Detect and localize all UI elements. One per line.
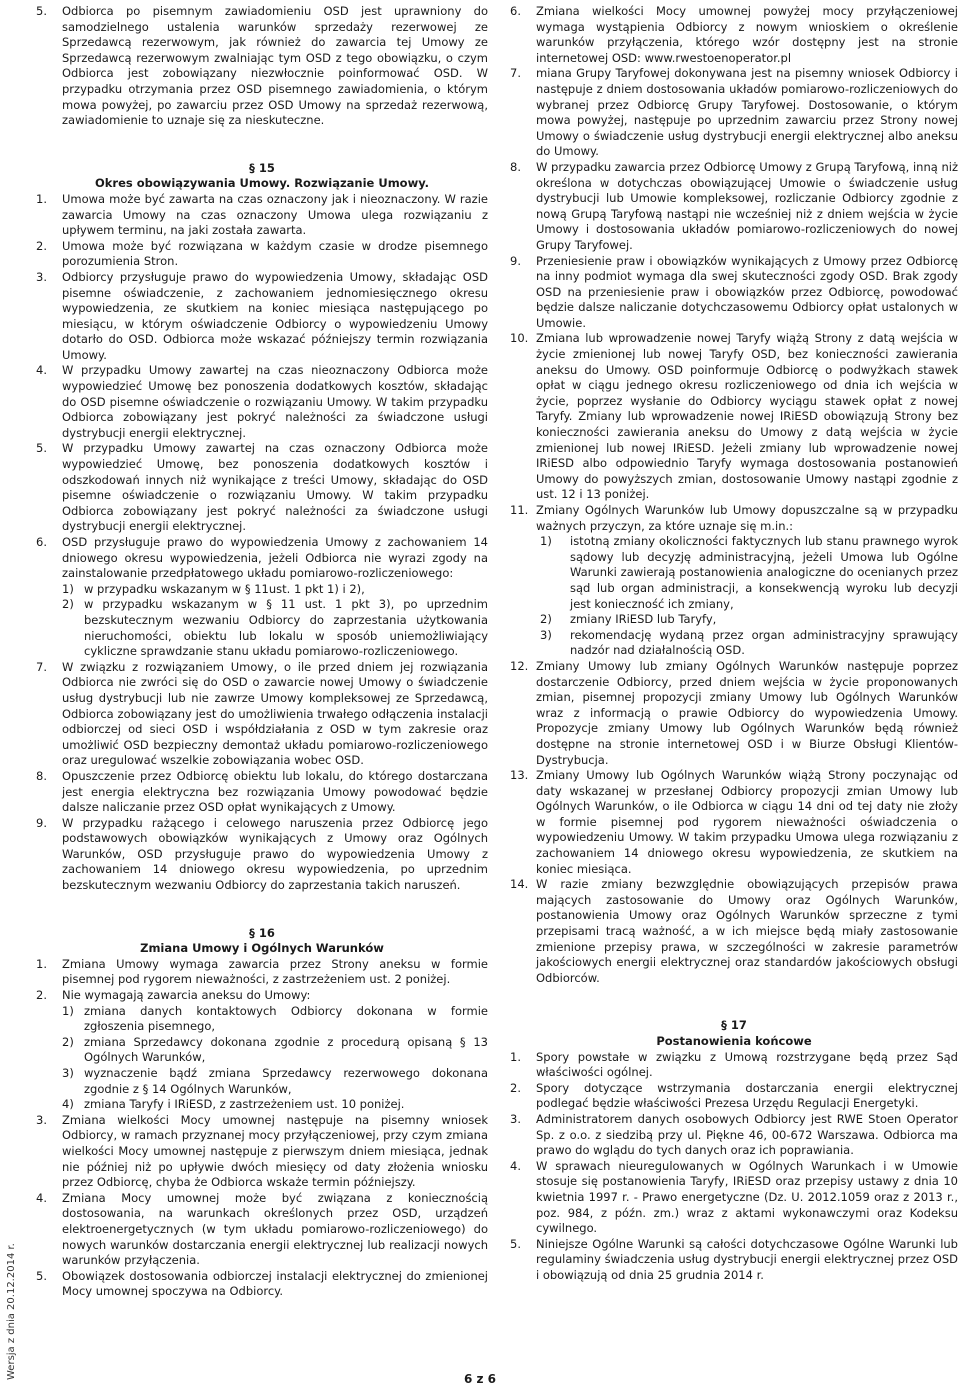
sub-item-number: 2) [62, 597, 74, 612]
item-number: 2. [36, 238, 47, 253]
list-item [510, 503, 958, 534]
section-17-heading [510, 1018, 958, 1049]
item-text: miana Grupy Taryfowej dokonywana jest na pisemny wniosek Odbiorcy i następuje z dniem dostosowania układów pomiarowo-rozliczeniowych do wybranej przez Odbiorcę Grupy Taryfowej. Dostosowanie, o którym mowa powyżej, następuje po uprzednim zawarciu przez Strony nowej Umowy o świadczenie usług dystrybucji energii elektrycznej albo aneksu do Umowy. [536, 66, 958, 159]
item-text: Zmiany Ogólnych Warunków lub Umowy dopuszczalne są w przypadku ważnych przyczyn, za które uznaje się m.in.: [536, 503, 958, 533]
right-column [510, 4, 958, 1284]
list-item [510, 66, 958, 160]
list-item [36, 988, 488, 1004]
list-item [36, 441, 488, 535]
item-number: 5. [510, 1236, 521, 1251]
sub-item-text: zmiana Taryfy i IRiESD, z zastrzeżeniem ust. 10 poniżej. [84, 1097, 405, 1112]
list-item [36, 660, 488, 769]
section-title: Postanowienia końcowe [656, 1034, 812, 1048]
page-number: 6 z 6 [463, 1372, 497, 1386]
item-number: 9. [510, 253, 521, 268]
item-text: W przypadku rażącego i celowego naruszenia przez Odbiorcę jego podstawowych obowiązków wynikających z Umowy oraz Ogólnych Warunków, OSD przysługuje prawo do wypowiedzenia Umowy z zachowaniem 14 dniowego okresu wypowiedzenia, po uprzednim bezskutecznym wezwaniu Odbiorcy do zaprzestania takich naruszeń. [62, 815, 488, 893]
sub-item-text: zmiana danych kontaktowych Odbiorcy dokonana w formie zgłoszenia pisemnego, [84, 1003, 488, 1034]
list-item [36, 1113, 488, 1191]
item-text: Spory powstałe w związku z Umową rozstrzygane będą przez Sąd właściwości ogólnej. [536, 1049, 958, 1080]
item-number: 3. [36, 1112, 47, 1127]
sub-item-number: 1) [62, 581, 74, 596]
sub-item-text: w przypadku wskazanym w § 11ust. 1 pkt 1) i 2), [84, 581, 365, 596]
item-number: 1. [510, 1049, 521, 1064]
item-text: W sprawach nieuregulowanych w Ogólnych Warunkach i w Umowie stosuje się postanowienia Taryfy, IRiESD oraz przepisy ustawy z dnia 10 kwietnia 1997 r. - Prawo energetyczne (Dz. U. 2012.1059 oraz z 2013 r., poz. 984, z późn. zm.) wraz z aktami wykonawczymi oraz Kodeksu cywilnego. [536, 1158, 958, 1236]
section-title: Okres obowiązywania Umowy. Rozwiązanie Umowy. [94, 176, 430, 191]
list-item [510, 4, 958, 66]
item-text: Zmiana Mocy umownej może być związana z koniecznością dostosowania, na warunkach określonych przez OSD, urządzeń elektroenergetycznych (w tym układu pomiarowo-rozliczeniowego) do nowych warunków dostarczania energii elektrycznej lub realizacji nowych warunków przyłączenia. [62, 1190, 488, 1268]
paragraph-5 [36, 4, 488, 129]
item-number: 1. [36, 956, 47, 971]
item-number: 9. [36, 815, 47, 830]
item-text: Przeniesienie praw i obowiązków wynikających z Umowy przez Odbiorcę na inny podmiot wymaga dla swej skuteczności zgody OSD. Brak zgody OSD na przeniesienie praw i obowiązków przez Odbiorcę, powodować będzie dalsze naliczanie dotychczasowemu Odbiorcy opłat ustalonych w Umowie. [536, 253, 958, 330]
item-number: 7. [510, 66, 521, 81]
section-number: § 16 [249, 925, 275, 940]
item-text: Zmiana Umowy wymaga zawarcia przez Strony aneksu w formie pisemnej pod rygorem nieważności, z zastrzeżeniem ust. 2 poniżej. [62, 956, 488, 987]
sub-item-number: 4) [62, 1097, 74, 1112]
item-text: Umowa może być rozwiązana w każdym czasie w drodze pisemnego porozumienia Stron. [62, 238, 488, 269]
sub-item [36, 1066, 488, 1097]
item-number: 5. [36, 4, 47, 18]
item-number: 3. [36, 269, 47, 284]
section-15-items [36, 192, 488, 894]
item-text: W razie zmiany bezwzględnie obowiązujących przepisów prawa mających zastosowanie do Umowy oraz Ogólnych Warunków, postanowienia Umowy oraz Ogólnych Warunków sprzeczne z tymi przepisami tracą ważność, a w ich miejsce będą miały zastosowanie zmienione przepisy prawa, w szczególności w zakresie parametrów jakościowych energii elektrycznej oraz standardów jakościowych obsługi Odbiorców. [536, 877, 958, 985]
list-item [510, 331, 958, 503]
sub-item [36, 1097, 488, 1113]
sub-item-number: 1) [62, 1003, 74, 1018]
item-text: Umowa może być zawarta na czas oznaczony jak i nieoznaczony. W razie zawarcia Umowy na czas oznaczony Umowa ulega rozwiązaniu z upływem terminu, na jaki została zawarta. [62, 191, 488, 238]
section-16-heading [36, 926, 488, 957]
item-number: 1. [36, 191, 47, 206]
sub-item-text: rekomendację wydaną przez organ administracyjny sprawujący nadzór nad działalnością OSD. [570, 627, 958, 658]
sub-item-text: zmiany IRiESD lub Taryfy, [570, 612, 717, 627]
item-number: 13. [510, 768, 529, 783]
item-text: W związku z rozwiązaniem Umowy, o ile przed dniem jej rozwiązania Odbiorca nie zwróci się do OSD o zawarcie nowej Umowy o świadczenie usług dystrybucji lub nie zawrze Umowy kompleksowej ze Sprzedawcą, Odbiorca zobowiązany jest do umożliwienia trwałego odłączenia instalacji odbiorczej od sieci OSD i współdziałania z OSD w tym zakresie oraz umożliwić OSD bezpieczny demontaż układu pomiarowo-rozliczeniowego oraz uregulować wszelkie zobowiązania wobec OSD. [62, 659, 488, 768]
item-number: 4. [36, 363, 47, 378]
list-item [510, 160, 958, 254]
item-number: 2. [510, 1080, 521, 1095]
sub-item [36, 582, 488, 598]
sub-item [510, 534, 958, 612]
item-number: 6. [36, 535, 47, 549]
item-text: Odbiorca po pisemnym zawiadomieniu OSD jest uprawniony do samodzielnego ustalenia warunków sprzedaży rezerwowej ze Sprzedawcą rezerwowym, jak również do zawarcia tej Umowy ze Sprzedawcą rezerwowym zwalniając tym OSD z tego obowiązku, o czym Odbiorca jest zobowiązany niezwłocznie poinformować OSD. W przypadku otrzymania przez OSD pisemnego zawiadomienia, o którym mowa powyżej, po zawarciu przez OSD Umowy na sprzedaż rezerwową, zawiadomienie to uznaje się za nieskuteczne. [62, 4, 488, 128]
section-15-heading [36, 161, 488, 192]
list-item [36, 957, 488, 988]
version-date-label: Wersja z dnia 20.12.2014 r. [6, 1243, 17, 1380]
list-item [510, 254, 958, 332]
list-item [36, 1191, 488, 1269]
item-text: W przypadku Umowy zawartej na czas nieoznaczony Odbiorca może wypowiedzieć Umowę bez ponoszenia dodatkowych kosztów, składając do OSD pisemne oświadczenie o rozwiązaniu Umowy. W takim przypadku Odbiorca zobowiązany jest pokryć należności za świadczone usługi dystrybucji energii elektrycznej. [62, 363, 488, 440]
section-number: § 15 [249, 160, 275, 175]
item-number: 2. [36, 988, 47, 1003]
item-text: OSD przysługuje prawo do wypowiedzenia Umowy z zachowaniem 14 dniowego okresu wypowiedzenia, jeżeli Odbiorca nie wyrazi zgody na zainstalowanie przedpłatowego układu pomiarowo-rozliczeniowego: [62, 535, 488, 581]
list-item [510, 1050, 958, 1081]
item-text: Spory dotyczące wstrzymania dostarczania energii elektrycznej podlegać będzie właściwości Prezesa Urzędu Regulacji Energetyki. [536, 1080, 958, 1111]
sub-item-number: 2) [62, 1034, 74, 1049]
sub-item-text: w przypadku wskazanym w § 11 ust. 1 pkt 3), po uprzednim bezskutecznym wezwaniu Odbiorcy do zaprzestania użytkowania nieruchomości, obiektu lub lokalu w sposób uniemożliwiający cykliczne sprawdzanie stanu układu pomiarowo-rozliczeniowego. [84, 597, 488, 659]
item-text: Odbiorcy przysługuje prawo do wypowiedzenia Umowy, składając OSD pisemne oświadczenie, z zachowaniem jednomiesięcznego okresu wypowiedzenia, ze skutkiem na koniec miesiąca następującego po miesiącu, w którym oświadczenie Odbiorcy o wypowiedzeniu Umowy dotarło do OSD. Odbiorca może wskazać późniejszy termin rozwiązania Umowy. [62, 269, 488, 362]
list-item [510, 877, 958, 986]
item-number: 8. [510, 159, 521, 174]
item-text: Zmiany Umowy lub zmiany Ogólnych Warunków następuje poprzez dostarczenie Odbiorcy, przed dniem wejścia w życie proponowanych zmian, pisemnej propozycji zmiany Umowy lub Ogólnych Warunków wraz z informacją o prawie Odbiorcy do wypowiedzenia Umowy. Propozycje zmiany Umowy lub Ogólnych Warunków będą również dostępne na stronie internetowej OSD i w Biurze Obsługi Klientów-Dystrybucja. [536, 658, 958, 767]
left-column [36, 4, 488, 1300]
list-item [510, 768, 958, 877]
list-item [510, 659, 958, 768]
item-text: W przypadku Umowy zawartej na czas oznaczony Odbiorca może wypowiedzieć Umowę, bez ponoszenia dodatkowych kosztów i odszkodowań innych niż wynikające z treści Umowy, składając do OSD pisemne oświadczenie o rozwiązaniu Umowy. W takim przypadku Odbiorca zobowiązany jest pokryć należności za świadczone usługi dystrybucji energii elektrycznej. [62, 441, 488, 534]
item-text: W przypadku zawarcia przez Odbiorcę Umowy z Grupą Taryfową, inną niż określona w dotychczas obowiązującej Umowie o świadczenie usług dystrybucji lub Umowie kompleksowej, rozliczanie Odbiorcy zgodnie z nową Grupą Taryfową nastąpi nie wcześniej niż z dniem wejścia w życie Umowy i dostosowania układów pomiarowo-rozliczeniowych do nowej Grupy Taryfowej. [536, 159, 958, 252]
item-number: 10. [510, 331, 529, 346]
sub-item-number: 1) [540, 534, 552, 549]
item-number: 3. [510, 1111, 521, 1126]
section-title: Zmiana Umowy i Ogólnych Warunków [140, 941, 384, 956]
item-number: 4. [510, 1158, 521, 1173]
list-item [510, 1159, 958, 1237]
sub-item [36, 597, 488, 659]
item-text: Opuszczenie przez Odbiorcę obiektu lub lokalu, do którego dostarczana jest energia elektryczna bez rozwiązania Umowy powodować będzie dalsze naliczanie przez OSD opłat wynikających z Umowy. [62, 768, 488, 815]
item-text: Zmiana wielkości Mocy umownej powyżej mocy przyłączeniowej wymaga wystąpienia Odbiorcy z nowym wnioskiem o określenie warunków przyłączenia, którego wzór dostępny jest na stronie internetowej OSD: www.rwestoenoperator.pl [536, 4, 958, 65]
sub-item [510, 628, 958, 659]
item-number: 7. [36, 659, 47, 674]
sub-item [36, 1035, 488, 1066]
item-number: 6. [510, 4, 521, 18]
item-number: 5. [36, 1268, 47, 1283]
list-item [36, 239, 488, 270]
item-text: Obowiązek dostosowania odbiorczej instalacji elektrycznej do zmienionej Mocy umownej spoczywa na Odbiorcy. [62, 1268, 488, 1299]
list-item [36, 192, 488, 239]
item-number: 5. [36, 441, 47, 456]
item-text: Zmiana wielkości Mocy umownej następuje na pisemny wniosek Odbiorcy, w ramach przyznanej mocy przyłączeniowej, przy czym zmiana wielkości Mocy umownej następuje z pierwszym dniem miesiąca, jednak nie później niż po upływie dwóch miesięcy od daty złożenia wniosku przez Odbiorcę, chyba że Odbiorca wskaże termin późniejszy. [62, 1112, 488, 1190]
list-item [510, 1237, 958, 1284]
list-item [510, 1112, 958, 1159]
item-text: Nie wymagają zawarcia aneksu do Umowy: [62, 988, 311, 1003]
item-number: 11. [510, 503, 529, 517]
list-item [36, 816, 488, 894]
sub-item-text: istotną zmiany okoliczności faktycznych lub stanu prawnego wyrok sądowy lub decyzję administracyjną, jeżeli Umowa lub Ogólne Warunki zawierają postanowienia analogiczne do ocenianych przez sąd lub organ administracji, a konsekwencją wyroku lub decyzji jest konieczność ich zmiany, [570, 534, 958, 611]
list-item [36, 769, 488, 816]
item-number: 12. [510, 658, 529, 673]
list-item [36, 270, 488, 364]
sub-item-number: 3) [540, 627, 552, 642]
sub-item-text: wyznaczenie bądź zmiana Sprzedawcy rezerwowego dokonana zgodnie z § 14 Ogólnych Warunków, [84, 1066, 488, 1096]
item-number: 8. [36, 768, 47, 783]
sub-item [36, 1004, 488, 1035]
sub-item-number: 2) [540, 612, 552, 627]
list-item [36, 1269, 488, 1300]
item-text: Zmiany Umowy lub Ogólnych Warunków wiążą Strony poczynając od daty wskazanej w przesłanej Odbiorcy propozycji zmian Umowy lub Ogólnych Warunków, o ile Odbiorca w ciągu 14 dni od tej daty nie złoży w formie pisemnej pod rygorem nieważności oświadczenia o wypowiedzeniu Umowy. W takim przypadku Umowa ulega rozwiązaniu z zachowaniem 14 dniowego okresu wypowiedzenia, ze skutkiem na koniec miesiąca. [536, 768, 958, 876]
item-number: 14. [510, 877, 529, 892]
sub-item-number: 3) [62, 1066, 74, 1080]
item-text: Niniejsze Ogólne Warunki są całości dotychczasowe Ogólne Warunki lub regulaminy świadczenia usług dystrybucji energii elektrycznej przez OSD i obowiązują od dnia 25 grudnia 2014 r. [536, 1236, 958, 1282]
item-number: 4. [36, 1190, 47, 1205]
sub-item-text: zmiana Sprzedawcy dokonana zgodnie z procedurą opisaną § 13 Ogólnych Warunków, [84, 1034, 488, 1065]
item-text: Administratorem danych osobowych Odbiorcy jest RWE Stoen Operator Sp. z o.o. z siedzibą przy ul. Piękne 46, 00-672 Warszawa. Odbiorca ma prawo do wglądu do tych danych oraz ich poprawiania. [536, 1111, 958, 1158]
list-item [36, 363, 488, 441]
section-number: § 17 [721, 1018, 747, 1033]
list-item [510, 1081, 958, 1112]
item-text: Zmiana lub wprowadzenie nowej Taryfy wiążą Strony z datą wejścia w życie zmienionej lub nowej Taryfy OSD, bez konieczności zawierania aneksu do Umowy. OSD poinformuje Odbiorcę o podwyżkach stawek opłat w ciągu jednego okresu rozliczeniowego od dnia ich wejścia w życie, poprzez wysłanie do Odbiorcy wyciągu stawek opłat z nowej Taryfy. Zmiany lub wprowadzenie nowej IRiESD obowiązują Strony bez konieczności zawierania aneksu do Umowy z datą wejścia w życie zmienionej lub nowej IRiESD. Jeżeli zmiany lub wprowadzenie nowej IRiESD albo odpowiednio Taryfy wymaga dostosowania postanowień Umowy do powyższych zmian, dostosowanie Umowy nastąpi zgodnie z ust. 12 i 13 poniżej. [536, 331, 958, 502]
section-16-items [36, 957, 488, 1300]
list-item [36, 535, 488, 582]
sub-item [510, 612, 958, 628]
